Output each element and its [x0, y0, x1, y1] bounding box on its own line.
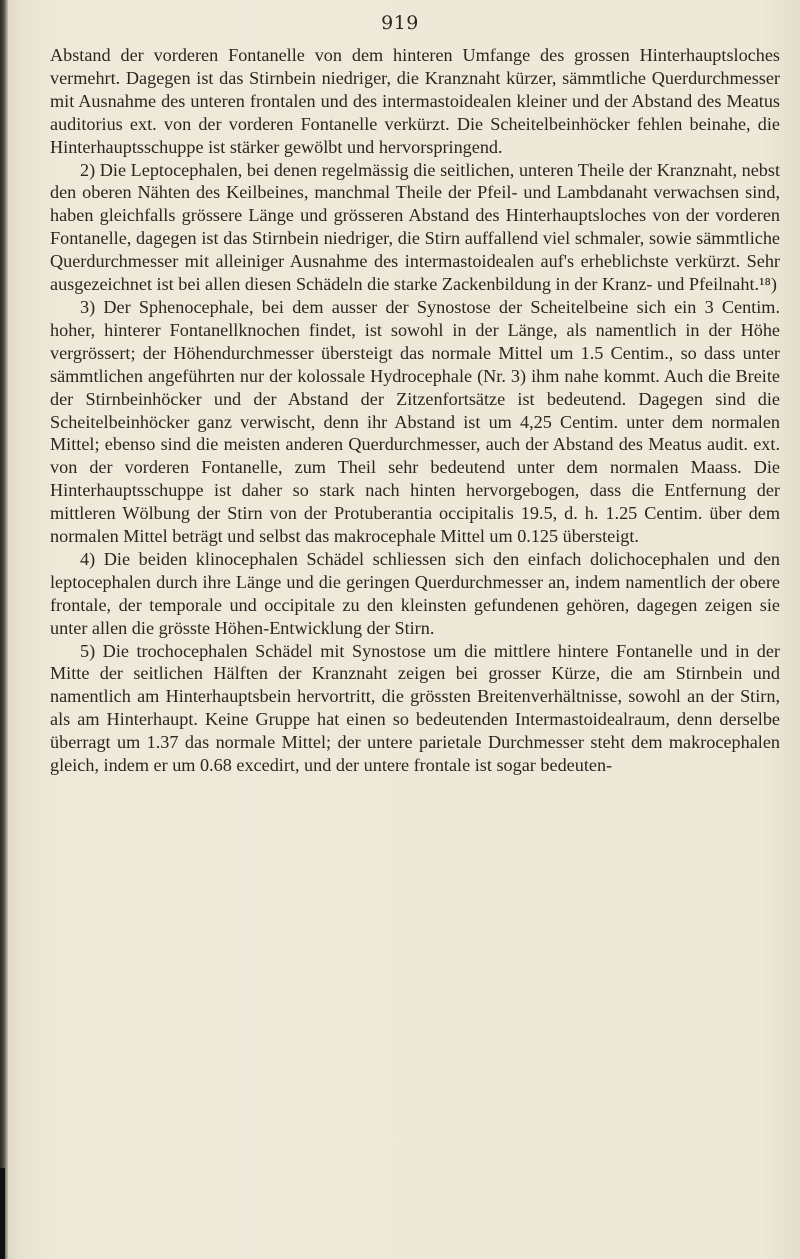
body-text: [50, 44, 780, 777]
binding-shadow: [0, 1168, 5, 1259]
page-number: 919: [381, 12, 419, 34]
binding-edge: [0, 0, 8, 1259]
paragraph-continuation: Abstand der vorderen Fontanelle von dem hinteren Umfange des grossen Hinterhauptsloches vermehrt. Dagegen ist das Stirnbein niedriger, die Kranznaht kürzer, sämmtliche Querdurchmesser mit Ausnahme des unteren frontalen und des intermastoidealen kleiner und der Abstand des Meatus auditorius ext. von der vorderen Fontanelle verkürzt. Die Scheitelbeinhöcker fehlen beinahe, die Hinterhauptsschuppe ist stärker gewölbt und hervorspringend.: [50, 45, 780, 157]
paragraph-sphenocephale: 3) Der Sphenocephale, bei dem ausser der Synostose der Scheitelbeine sich ein 3 Centim. hoher, hinterer Fontanellknochen findet, ist sowohl in der Länge, als namentlich in der Höhe vergrössert; der Höhendurchmesser übersteigt das normale Mittel um 1.5 Centim., so dass unter sämmtlichen angeführten nur der kolossale Hydrocephale (Nr. 3) ihm nahe kommt. Auch die Breite der Stirnbeinhöcker und der Abstand der Zitzenfortsätze ist bedeutend. Dagegen sind die Scheitelbeinhöcker ganz verwischt, denn ihr Abstand ist um 4,25 Centim. unter dem normalen Mittel; ebenso sind die meisten anderen Querdurchmesser, auch der Abstand des Meatus audit. ext. von der vorderen Fontanelle, zum Theil sehr bedeutend unter dem normalen Maass. Die Hinterhauptsschuppe ist daher so stark nach hinten hervorgebogen, dass die Entfernung der mittleren Wölbung der Stirn von der Protuberantia occipitalis 19.5, d. h. 1.25 Centim. über dem normalen Mittel beträgt und selbst das makrocephale Mittel um 0.125 übersteigt.: [50, 296, 780, 547]
paragraph-leptocephalen: 2) Die Leptocephalen, bei denen regelmässig die seitlichen, unteren Theile der Kranznaht, nebst den oberen Nähten des Keilbeines, manchmal Theile der Pfeil- und Lambdanaht verwachsen sind, haben gleichfalls grössere Länge und grösseren Abstand des Hinterhauptsloches von der vorderen Fontanelle, dagegen ist das Stirnbein niedriger, die Stirn auffallend viel schmaler, sowie sämmtliche Querdurchmesser mit alleiniger Ausnahme des intermastoidealen auf's erheblichste verkürzt. Sehr ausgezeichnet ist bei allen diesen Schädeln die starke Zackenbildung in der Kranz- und Pfeilnaht.¹⁸): [50, 159, 780, 295]
paragraph-klinocephalen: 4) Die beiden klinocephalen Schädel schliessen sich den einfach dolichocephalen und den leptocephalen durch ihre Länge und die geringen Querdurchmesser an, indem namentlich der obere frontale, der temporale und occipitale zu den kleinsten gefundenen gehören, dagegen zeigen sie unter allen die grösste Höhen-Entwicklung der Stirn.: [50, 548, 780, 638]
paragraph-trochocephalen: 5) Die trochocephalen Schädel mit Synostose um die mittlere hintere Fontanelle und in der Mitte der seitlichen Hälften der Kranznaht zeigen bei grosser Kürze, die am Stirnbein und namentlich am Hinterhauptsbein hervortritt, die grössten Breitenverhältnisse, sowohl an der Stirn, als am Hinterhaupt. Keine Gruppe hat einen so bedeutenden Intermastoidealraum, denn derselbe überragt um 1.37 das normale Mittel; der untere parietale Durchmesser steht dem makrocephalen gleich, indem er um 0.68 excedirt, und der untere frontale ist sogar bedeuten-: [50, 640, 780, 776]
